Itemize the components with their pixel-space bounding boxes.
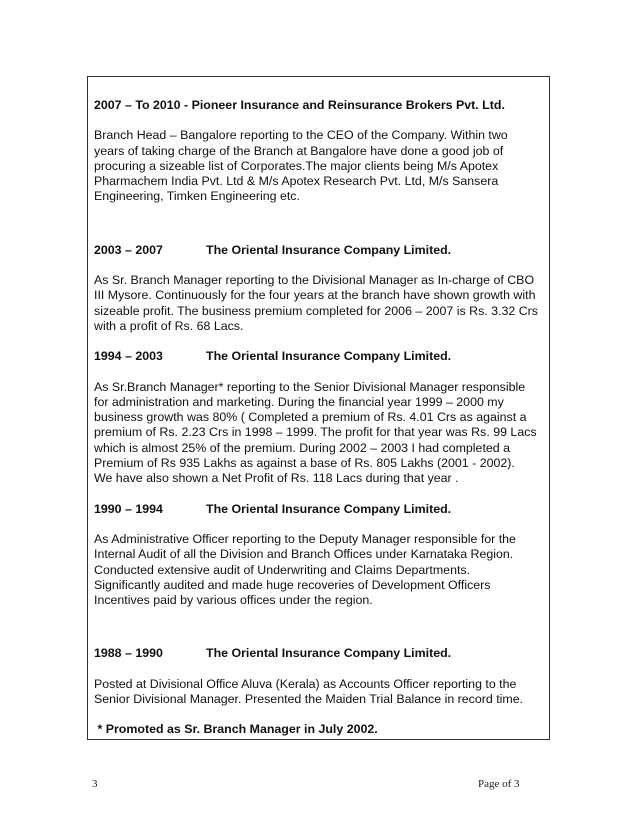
page-of-label: Page of 3 xyxy=(478,778,520,790)
section-period: 1990 – 1994 xyxy=(94,501,163,516)
body-line: Conducted extensive audit of Underwriting and Claims Departments. xyxy=(94,562,471,577)
body-line: Engineering, Timken Engineering etc. xyxy=(94,189,300,204)
section-oriental-2003 xyxy=(94,243,546,334)
body-line: Significantly audited and made huge recoveries of Development Officers xyxy=(94,577,491,592)
body-line: for administration and marketing. During the financial year 1999 – 2000 my xyxy=(94,394,504,409)
section-heading: 2007 – To 2010 - Pioneer Insurance and Reinsurance Brokers Pvt. Ltd. xyxy=(94,98,505,112)
section-period: 1988 – 1990 xyxy=(94,646,163,661)
body-line: We have also shown a Net Profit of Rs. 118 Lacs during that year . xyxy=(94,471,459,486)
section-org: The Oriental Insurance Company Limited. xyxy=(206,646,452,661)
section-org: The Oriental Insurance Company Limited. xyxy=(206,349,452,364)
section-org: The Oriental Insurance Company Limited. xyxy=(206,501,452,516)
body-line: which is almost 25% of the premium. During 2002 – 2003 I had completed a xyxy=(94,440,511,455)
body-line: As Administrative Officer reporting to the Deputy Manager responsible for the xyxy=(94,531,516,546)
body-line: sizeable profit. The business premium completed for 2006 – 2007 is Rs. 3.32 Crs xyxy=(94,303,538,318)
body-line: procuring a sizeable list of Corporates.The major clients being M/s Apotex xyxy=(94,158,499,173)
body-line: Incentives paid by various offices under the region. xyxy=(94,593,373,608)
body-line: premium of Rs. 2.23 Crs in 1998 – 1999. The profit for that year was Rs. 99 Lacs xyxy=(94,425,537,440)
resume-body xyxy=(94,98,546,738)
body-line: Branch Head – Bangalore reporting to the CEO of the Company. Within two xyxy=(94,128,508,143)
section-period: 1994 – 2003 xyxy=(94,349,163,364)
body-line: Pharmachem India Pvt. Ltd & M/s Apotex Research Pvt. Ltd, M/s Sansera xyxy=(94,174,499,189)
section-org: The Oriental Insurance Company Limited. xyxy=(206,242,452,257)
body-line: with a profit of Rs. 68 Lacs. xyxy=(94,318,244,333)
body-line: Premium of Rs 935 Lakhs as against a base of Rs. 805 Lakhs (2001 - 2002). xyxy=(94,456,515,471)
page-number: 3 xyxy=(92,778,98,790)
body-line: III Mysore. Continuously for the four years at the branch have shown growth with xyxy=(94,288,536,303)
body-line: business growth was 80% ( Completed a premium of Rs. 4.01 Crs as against a xyxy=(94,410,527,425)
body-line: years of taking charge of the Branch at Bangalore have done a good job of xyxy=(94,143,504,158)
section-period: 2003 – 2007 xyxy=(94,242,163,257)
section-oriental-1994 xyxy=(94,349,546,486)
body-line: As Sr. Branch Manager reporting to the Divisional Manager as In-charge of CBO xyxy=(94,273,535,288)
body-line: Senior Divisional Manager. Presented the Maiden Trial Balance in record time. xyxy=(94,692,524,707)
body-line: As Sr.Branch Manager* reporting to the Senior Divisional Manager responsible xyxy=(94,379,526,394)
section-heading xyxy=(94,502,546,517)
section-heading xyxy=(94,646,546,661)
body-line: Internal Audit of all the Division and Branch Offices under Karnataka Region. xyxy=(94,547,514,562)
body-line: Posted at Divisional Office Aluva (Kerala) as Accounts Officer reporting to the xyxy=(94,676,517,691)
section-pioneer xyxy=(94,98,546,205)
section-heading xyxy=(94,243,546,258)
section-heading xyxy=(94,349,546,364)
promotion-note: * Promoted as Sr. Branch Manager in July 2002. xyxy=(94,722,378,737)
section-oriental-1988 xyxy=(94,646,546,707)
section-oriental-1990 xyxy=(94,502,546,609)
